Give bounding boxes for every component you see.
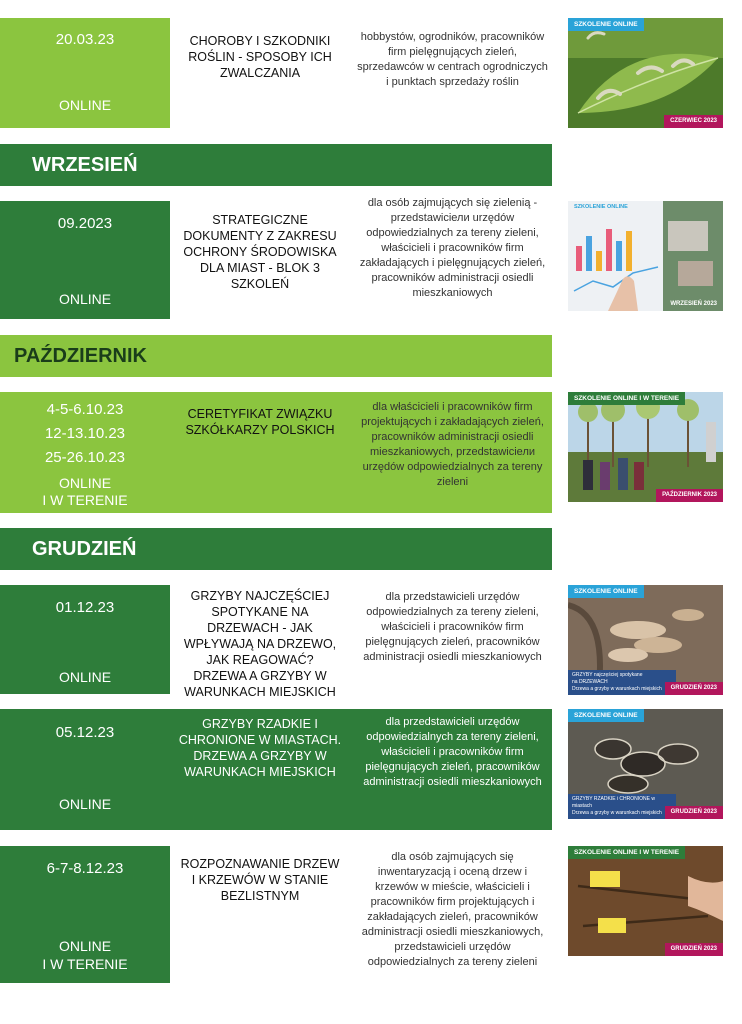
event-3-thumbnail <box>568 392 723 502</box>
event-6-title: ROZPOZNAWANIE DRZEW I KRZEWÓW W STANIE BEZLISTNYM <box>180 857 340 903</box>
event-3-date-1: 4-5-6.10.23 <box>46 401 124 418</box>
event-6-date: 6-7-8.12.23 <box>46 860 124 877</box>
thumbnail-month: GRUDZIEŃ 2023 <box>665 682 723 695</box>
event-1-title: CHOROBY I SZKODNIKI ROŚLIN - SPOSOBY ICH ZWALCZANIA <box>188 34 332 80</box>
thumbnail-tag: SZKOLENIE ONLINE I W TERENIE <box>568 846 685 859</box>
event-2-date-box <box>0 201 170 319</box>
event-5-mode: ONLINE <box>58 796 112 812</box>
thumbnail-tag: SZKOLENIE ONLINE <box>568 709 644 722</box>
nursery-field-photo <box>568 392 723 502</box>
section-heading-october: PAŹDZIERNIK <box>0 335 552 377</box>
event-4-date-box <box>0 585 170 694</box>
event-4-mode: ONLINE <box>58 669 112 685</box>
event-5-audience: dla przedstawicieli urzędów odpowiedzialnych za tereny zieleni, właścicieli i pracowników firm pielęgnujących zieleń, pracowników administracji osiedli mieszkaniowych <box>363 716 542 788</box>
thumbnail-tag: SZKOLENIE ONLINE <box>568 18 644 31</box>
city-charts-photo <box>568 201 723 311</box>
thumbnail-month: CZERWIEC 2023 <box>664 115 723 128</box>
caterpillar-leaf-photo <box>568 18 723 128</box>
event-4-title: GRZYBY NAJCZĘŚCIEJ SPOTYKANE NA DRZEWACH - JAK WPŁYWAJĄ NA DRZEWO, JAK REAGOWAĆ? DRZEWA A GRZYBY W WARUNKACH MIEJSKICH <box>183 589 337 699</box>
event-3-date-2: 12-13.10.23 <box>44 425 126 442</box>
event-1-audience: hobbystów, ogrodników, pracowników firm pielęgnujących zieleń, sprzedawców w centrach ogrodniczych i punktach sprzedaży roślin <box>357 31 548 88</box>
event-3-date-3: 25-26.10.23 <box>44 449 126 466</box>
event-4-thumbnail <box>568 585 723 695</box>
event-5-title: GRZYBY RZADKIE I CHRONIONE W MIASTACH. DRZEWA A GRZYBY W WARUNKACH MIEJSKICH <box>178 717 342 779</box>
thumbnail-tag: SZKOLENIE ONLINE <box>574 204 628 210</box>
thumbnail-month: PAŹDZIERNIK 2023 <box>656 489 723 502</box>
event-1-date: 20.03.23 <box>55 31 115 48</box>
section-heading-december: GRUDZIEŃ <box>0 528 552 570</box>
event-2-thumbnail <box>568 201 723 311</box>
thumbnail-month: GRUDZIEŃ 2023 <box>665 943 723 956</box>
twig-identification-photo <box>568 846 723 956</box>
event-2-mode: ONLINE <box>58 291 112 307</box>
event-5-dates <box>0 709 170 830</box>
event-1-mode: ONLINE <box>58 97 112 113</box>
event-6-audience: dla osób zajmujących się inwentaryzacją i oceną drzew i krzewów w mieście, właścicieli i pracowników firm projektujących i zakładających zieleń, pracowników administracji osiedli mieszkaniowych, przedstawicieli urzędów odpowiedzialnych za tereny zieleni <box>361 851 544 968</box>
thumbnail-tag: SZKOLENIE ONLINE <box>568 585 644 598</box>
event-3-dates <box>0 392 170 513</box>
event-4-audience: dla przedstawicieli urzędów odpowiedzialnych za tereny zieleni, właścicieli i pracowników firm pielęgnujących zieleń, pracowników administracji osiedli mieszkaniowych <box>363 591 542 663</box>
event-6-mode-2: I W TERENIE <box>42 956 128 972</box>
event-5-thumbnail <box>568 709 723 819</box>
event-5-date: 05.12.23 <box>55 724 115 741</box>
event-6-mode-1: ONLINE <box>58 938 112 954</box>
event-3-mode-2: I W TERENIE <box>42 492 128 508</box>
section-heading-september: WRZESIEŃ <box>0 144 552 186</box>
thumbnail-caption: GRZYBY RZADKIE i CHRONIONE w miastach Drzewa a grzyby w warunkach miejskich <box>568 794 676 819</box>
thumbnail-tag: SZKOLENIE ONLINE I W TERENIE <box>568 392 685 405</box>
event-2-title: STRATEGICZNE DOKUMENTY Z ZAKRESU OCHRONY ŚRODOWISKA DLA MIAST - BLOK 3 SZKOLEŃ <box>183 213 337 291</box>
thumbnail-caption: GRZYBY najczęściej spotykane na DRZEWACH Drzewa a grzyby w warunkach miejskich <box>568 670 676 695</box>
event-3-mode-1: ONLINE <box>58 475 112 491</box>
event-1-date-box <box>0 18 170 128</box>
event-3-title: CERETYFIKAT ZWIĄZKU SZKÓŁKARZY POLSKICH <box>185 407 335 437</box>
event-1-thumbnail <box>568 18 723 128</box>
event-6-thumbnail <box>568 846 723 956</box>
event-2-date: 09.2023 <box>57 215 113 232</box>
thumbnail-month: GRUDZIEŃ 2023 <box>665 806 723 819</box>
event-4-date: 01.12.23 <box>55 599 115 616</box>
event-6-date-box <box>0 846 170 983</box>
event-2-audience: dla osób zajmujących się zielenią - przedstawiciели urzędów odpowiedzialnych za tereny zieleni, właścicieli i pracowników firm zakładających i pielęgnujących zieleń, pracowników administracji osiedli mieszkaniowych <box>359 197 546 299</box>
event-3-audience: dla właścicieli i pracowników firm projektujących i zakładających zieleń, pracowników administracji osiedli mieszkaniowych, przedstawiciели urzędów odpowiedzialnych za tereny zieleni <box>361 401 544 488</box>
thumbnail-month: WRZESIEŃ 2023 <box>670 301 717 307</box>
